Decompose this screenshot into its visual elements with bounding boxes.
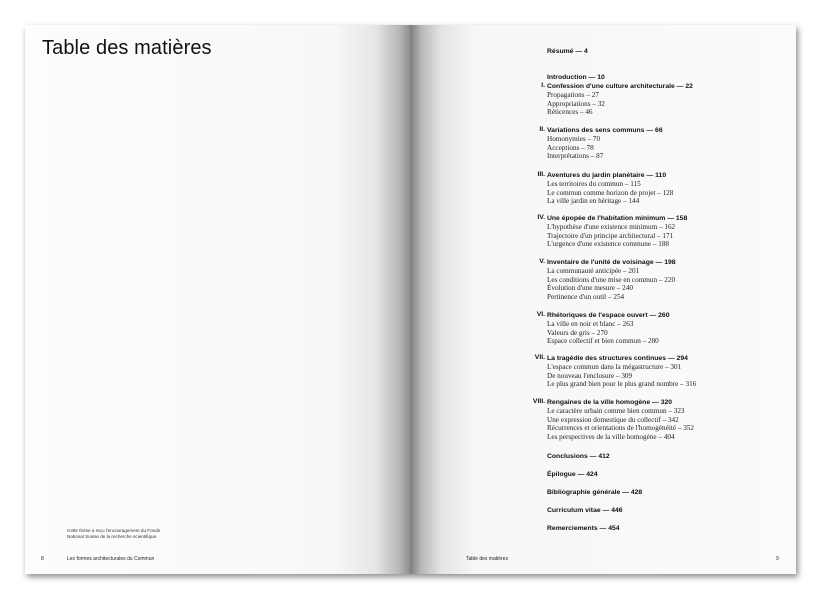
toc-entry — [547, 452, 610, 461]
toc-section: Évolution d'une mesure – 240 — [547, 284, 633, 293]
toc-chapter-title: Inventaire de l'unité de voisinage — 198 — [547, 259, 676, 266]
toc-chapter-number: II. — [539, 126, 545, 133]
funding-note-line: National Suisse de la recherche scientifique. — [67, 534, 158, 539]
toc-chapter-title: Variations des sens communs — 66 — [547, 127, 663, 134]
left-running-title: Les formes architecturales du Commun — [67, 556, 155, 562]
toc-section: Les perspectives de la ville homogène – 404 — [547, 432, 675, 441]
toc-chapter-number: VI. — [536, 311, 545, 318]
toc-entry — [547, 47, 588, 56]
toc-section: La ville en noir et blanc – 263 — [547, 320, 634, 328]
toc-section: Acceptions – 78 — [547, 143, 594, 152]
toc-entry — [547, 470, 598, 479]
toc-chapter-title: Résumé — 4 — [547, 48, 588, 55]
toc-section: L'urgence d'une existence commune – 188 — [547, 240, 670, 249]
toc-entry — [541, 82, 693, 117]
left-page-number: 8 — [41, 556, 44, 562]
toc-section: Les territoires du commun – 115 — [547, 180, 641, 188]
toc-section: Réticences – 46 — [547, 108, 593, 117]
toc-entry — [539, 258, 676, 301]
toc-section: Les conditions d'une mise en commun – 220 — [547, 275, 676, 284]
toc-chapter-number: I. — [541, 82, 545, 89]
book-spread — [25, 25, 796, 574]
toc-chapter-number: III. — [537, 171, 545, 178]
toc-chapter-title: Rhétoriques de l'espace ouvert — 260 — [547, 312, 670, 319]
toc-chapter-title: Curriculum vitae — 446 — [547, 507, 623, 514]
toc-section: Une expression domestique du collectif – 342 — [547, 415, 679, 424]
toc-section: Espace collectif et bien commun – 280 — [547, 337, 659, 346]
toc-chapter-title: Une épopée de l'habitation minimum — 158 — [547, 215, 688, 222]
right-page-number: 9 — [776, 556, 779, 562]
toc-entry — [547, 524, 620, 533]
toc-section: Propagations – 27 — [547, 91, 599, 99]
toc-chapter-title: Conclusions — 412 — [547, 453, 610, 460]
toc-chapter-number: IV. — [537, 214, 545, 221]
toc-entry — [539, 126, 663, 161]
table-of-contents — [410, 25, 796, 574]
toc-chapter-number: VII. — [534, 354, 545, 361]
toc-section: Trajectoire d'un principe architectural – 171 — [547, 231, 674, 240]
toc-section: L'hypothèse d'une existence minimum – 162 — [547, 223, 676, 231]
toc-chapter-title: Aventures du jardin planétaire — 110 — [547, 172, 667, 179]
toc-section: Le plus grand bien pour le plus grand nombre – 316 — [547, 380, 697, 389]
toc-section: La communauté anticipée – 201 — [547, 267, 640, 275]
toc-entry — [537, 214, 688, 249]
right-page — [410, 25, 796, 574]
toc-entry — [547, 73, 605, 82]
toc-section: Appropriations – 32 — [547, 99, 605, 108]
toc-section: Le commun comme horizon de projet – 128 — [547, 188, 674, 197]
toc-section: Pertinence d'un outil – 254 — [547, 292, 625, 301]
toc-chapter-title: Remerciements — 454 — [547, 525, 620, 532]
toc-section: De nouveau l'enclosure – 309 — [547, 371, 633, 380]
left-page — [25, 25, 410, 574]
toc-entry — [547, 488, 642, 497]
toc-chapter-number: V. — [539, 258, 545, 265]
toc-chapter-title: La tragédie des structures continues — 294 — [547, 355, 688, 362]
toc-section: Homonymies – 70 — [547, 135, 601, 143]
toc-section: Interprétations – 87 — [547, 152, 604, 161]
toc-section: La ville jardin en héritage – 144 — [547, 197, 640, 206]
page-title: Table des matières — [42, 37, 212, 59]
toc-chapter-title: Bibliographie générale — 428 — [547, 489, 643, 496]
toc-entry — [536, 311, 670, 346]
toc-section: Le caractère urbain comme bien commun – 323 — [547, 407, 685, 415]
right-running-title: Table des matières — [466, 556, 508, 562]
toc-chapter-title: Épilogue — 424 — [547, 471, 598, 478]
toc-chapter-number: VIII. — [532, 398, 545, 405]
funding-note-line: Cette thèse a reçu l'encouragement du Fonds — [67, 528, 161, 533]
toc-section: Valeurs de gris – 270 — [547, 328, 608, 337]
toc-section: Récurrences et orientations de l'homogénéité – 352 — [547, 424, 694, 433]
toc-chapter-title: Rengaines de la ville homogène — 320 — [547, 399, 673, 406]
toc-entry — [537, 171, 674, 206]
toc-entry — [547, 506, 623, 515]
funding-note — [67, 528, 217, 540]
toc-chapter-title: Confession d'une culture architecturale — 22 — [547, 83, 693, 90]
toc-entry — [534, 354, 697, 389]
toc-chapter-title: Introduction — 10 — [547, 74, 605, 81]
toc-section: L'espace commun dans la mégastructure – 301 — [547, 363, 682, 371]
toc-entry — [532, 398, 694, 441]
